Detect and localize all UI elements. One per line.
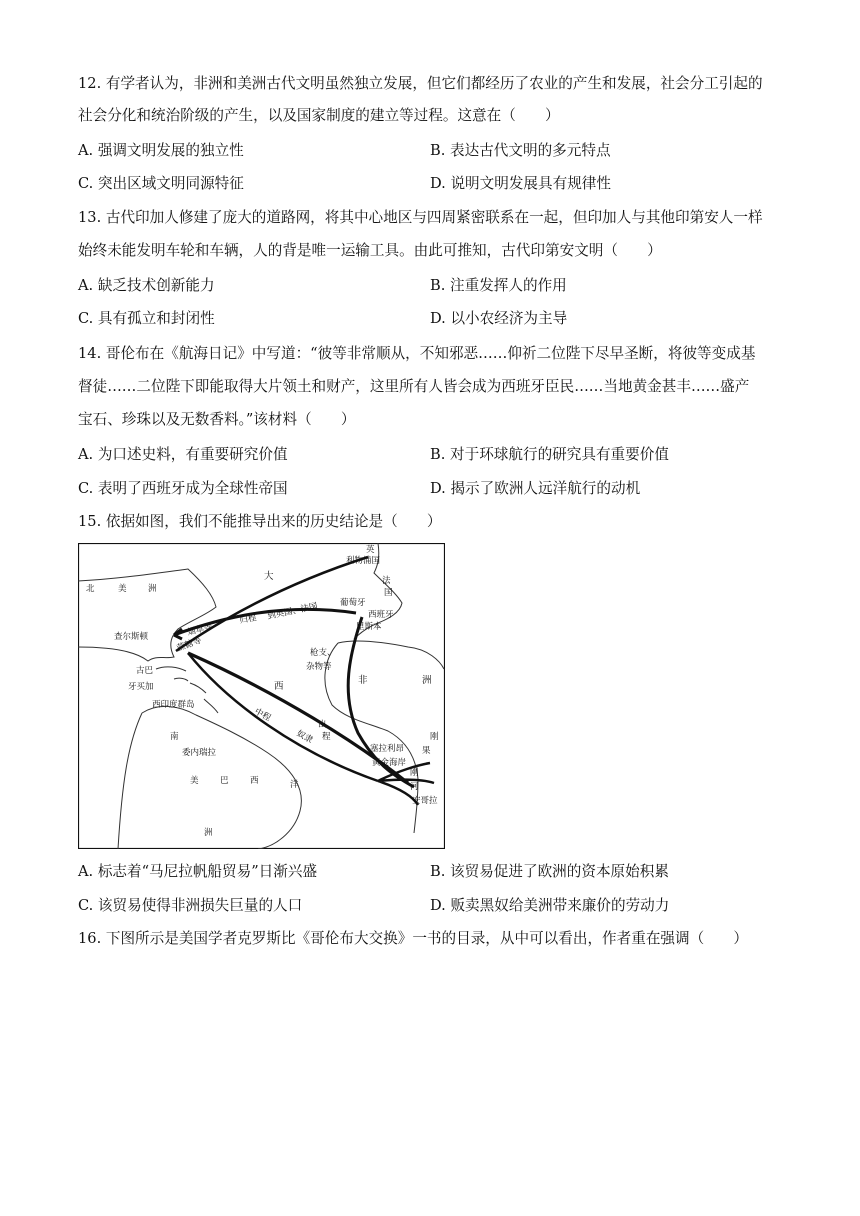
q14-stem-line-2: 督徒……二位陛下即能取得大片领土和财产，这里所有人皆会成为西班牙臣民……当地黄金甚丰……盛产 [78,378,750,395]
q15-option-c[interactable]: C. 该贸易使得非洲损失巨量的人口 [78,897,303,914]
label-lisbon: 里斯本 [356,622,382,632]
q13-option-b[interactable]: B. 注重发挥人的作用 [430,277,567,294]
label-sierra-leone: 塞拉利昂 [370,744,405,754]
label-south: 南 [170,732,179,742]
label-brazil-1: 美 [190,776,199,786]
q14-option-c[interactable]: C. 表明了西班牙成为全球性帝国 [78,480,288,497]
label-outbound-1: 出 [318,720,327,730]
q15-option-a[interactable]: A. 标志着“马尼拉帆船贸易”日渐兴盛 [78,863,318,880]
label-africa-zhou: 洲 [422,675,432,686]
q12-stem-line-1: 12. 有学者认为，非洲和美洲古代文明虽然独立发展，但它们都经历了农业的产生和发展，社会分工引起的 [78,75,763,92]
q12-stem-line-2: 社会分化和统治阶级的产生，以及国家制度的建立等过程。这意在（ ） [78,107,560,124]
q15-option-d[interactable]: D. 贩卖黑奴给美洲带来廉价的劳动力 [430,897,670,914]
label-brazil-2: 巴 [220,776,229,786]
label-zhou: 洲 [148,584,157,594]
label-jamaica: 牙买加 [128,682,154,692]
label-west-indies: 西印度群岛 [152,700,195,710]
label-guns: 枪支、 [310,648,336,658]
label-france-2: 国 [384,588,393,598]
q14-option-a[interactable]: A. 为口述史料，有重要研究价值 [78,446,288,463]
q15-stem-line-1: 15. 依据如图，我们不能推导出来的历史结论是（ ） [78,513,442,530]
label-xi: 西 [274,681,284,692]
q13-stem-line-2: 始终未能发明车轮和车辆，人的背是唯一运输工具。由此可推知，古代印第安文明（ ） [78,242,662,259]
label-spain: 西班牙 [368,610,394,620]
label-portugal: 葡萄牙 [340,598,366,608]
q12-option-c[interactable]: C. 突出区域文明同源特征 [78,175,244,192]
label-charleston: 查尔斯顿 [114,632,149,642]
q13-option-c[interactable]: C. 具有孤立和封闭性 [78,310,215,327]
label-america: 美 [118,584,127,594]
q13-option-d[interactable]: D. 以小农经济为主导 [430,310,568,327]
label-cuba: 古巴 [136,666,154,676]
label-angola: 安哥拉 [412,796,438,806]
q12-option-d[interactable]: D. 说明文明发展具有规律性 [430,175,611,192]
label-liverpool: 利物浦国 [346,556,381,566]
label-congo-3: 刚 [410,768,419,778]
label-return: 归程 [238,613,258,626]
label-gold-coast: 黄金海岸 [372,758,407,768]
label-congo-4: 河 [410,782,419,792]
label-venezuela: 委内瑞拉 [182,748,217,758]
label-africa-fei: 非 [358,675,368,686]
label-congo-1: 刚 [430,732,439,742]
label-outbound-2: 程 [322,732,331,742]
q12-option-a[interactable]: A. 强调文明发展的独立性 [78,142,244,159]
q14-option-b[interactable]: B. 对于环球航行的研究具有重要价值 [430,446,669,463]
label-sundries: 杂物等 [306,662,332,672]
q14-stem-line-3: 宝石、珍珠以及无数香料。”该材料（ ） [78,411,356,428]
label-tobacco: 烟草等 [186,622,214,638]
label-sugar: 蔗糖等 [175,635,204,654]
label-britain: 英 [366,545,375,555]
label-france-1: 法 [382,576,391,586]
label-da: 大 [264,571,274,582]
label-brazil-3: 西 [250,776,259,786]
label-middle-passage: 中程 [252,706,273,724]
triangular-trade-map [78,543,445,849]
q14-stem-line-1: 14. 哥伦布在《航海日记》中写道：“彼等非常顺从，不知邪恶……仰祈二位陛下尽早圣断，将彼等变成基 [78,345,756,362]
label-south-america-zhou: 洲 [204,828,213,838]
label-slaves: 奴隶 [294,728,315,746]
q13-option-a[interactable]: A. 缺乏技术创新能力 [78,277,215,294]
label-to-britain-france: 到英国、法国 [266,601,319,622]
label-congo-2: 果 [422,746,431,756]
label-ocean: 洋 [290,780,299,790]
q15-option-b[interactable]: B. 该贸易促进了欧洲的资本原始积累 [430,863,669,880]
q14-option-d[interactable]: D. 揭示了欧洲人远洋航行的动机 [430,480,641,497]
q12-option-b[interactable]: B. 表达古代文明的多元特点 [430,142,611,159]
q16-stem-line-1: 16. 下图所示是美国学者克罗斯比《哥伦布大交换》一书的目录，从中可以看出，作者重在强调（ ） [78,930,748,947]
q13-stem-line-1: 13. 古代印加人修建了庞大的道路网，将其中心地区与四周紧密联系在一起，但印加人与其他印第安人一样 [78,209,763,226]
label-north: 北 [86,584,95,594]
